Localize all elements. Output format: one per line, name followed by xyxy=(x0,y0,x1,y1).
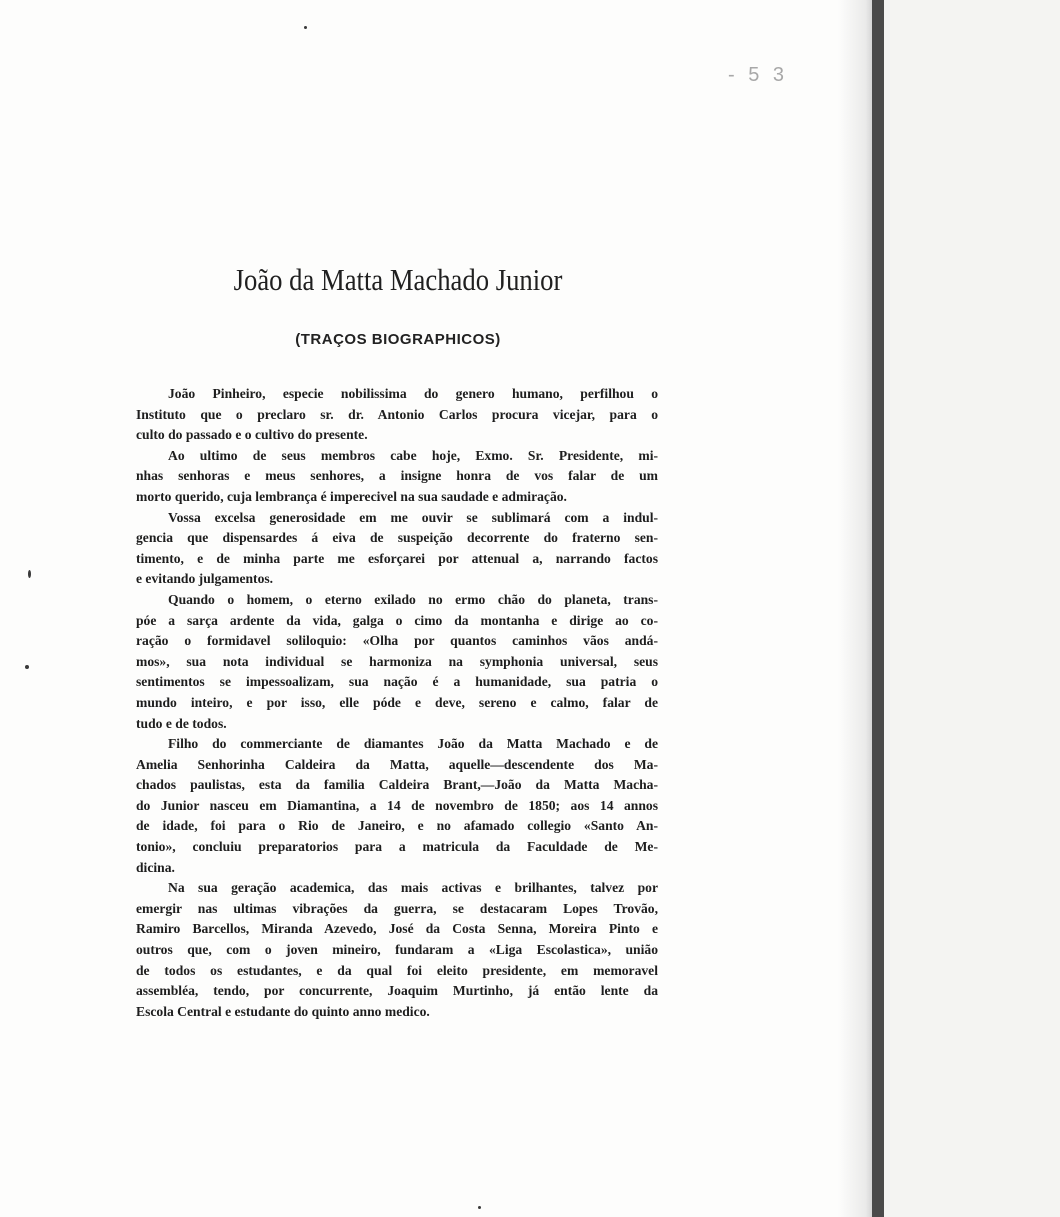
text-line: emergir nas ultimas vibrações da guerra, se destacaram Lopes Trovão, xyxy=(136,900,658,916)
text-line: e evitando julgamentos. xyxy=(136,571,274,587)
scan-speck xyxy=(25,665,29,669)
text-line: de idade, foi para o Rio de Janeiro, e no afamado collegio «Santo An- xyxy=(136,818,658,834)
body-text xyxy=(136,384,658,1022)
text-line: culto do passado e o cultivo do presente. xyxy=(136,427,368,443)
text-line: mundo inteiro, e por isso, elle póde e deve, sereno e calmo, falar de xyxy=(136,694,658,710)
adjacent-page-edge xyxy=(884,0,1060,1217)
text-line: póe a sarça ardente da vida, galga o cimo da montanha e dirige ao co- xyxy=(136,612,658,628)
text-line: de todos os estudantes, e da qual foi eleito presidente, em memoravel xyxy=(136,962,658,978)
text-line: Quando o homem, o eterno exilado no ermo chão do planeta, trans- xyxy=(168,591,658,607)
page-subtitle: (TRAÇOS BIOGRAPHICOS) xyxy=(295,331,501,348)
text-line: nhas senhoras e meus senhores, a insigne honra de vos falar de um xyxy=(136,468,658,484)
text-line: Vossa excelsa generosidade em me ouvir se sublimará com a indul- xyxy=(168,509,658,525)
scan-speck xyxy=(304,26,307,29)
text-line: chados paulistas, esta da familia Caldeira Brant,—João da Matta Macha- xyxy=(136,777,658,793)
text-line: dicina. xyxy=(136,859,175,875)
text-line: gencia que dispensardes á eiva de suspeição decorrente do fraterno sen- xyxy=(136,530,658,546)
text-line: Na sua geração academica, das mais activas e brilhantes, talvez por xyxy=(168,880,658,896)
text-line: tudo e de todos. xyxy=(136,715,227,731)
text-line: assembléa, tendo, por concurrente, Joaquim Murtinho, já então lente da xyxy=(136,983,658,999)
text-line: morto querido, cuja lembrança é imperecivel na sua saudade e admiração. xyxy=(136,488,567,504)
page-title: João da Matta Machado Junior xyxy=(233,262,563,297)
scan-speck xyxy=(28,570,31,578)
text-line: sentimentos se impessoalizam, sua nação é a humanidade, sua patria o xyxy=(136,674,658,690)
text-line: timento, e de minha parte me esforçarei por attenual a, narrando factos xyxy=(136,550,658,566)
text-line: ração o formidavel soliloquio: «Olha por quantos caminhos vãos andá- xyxy=(136,633,658,649)
text-line: Ao ultimo de seus membros cabe hoje, Exmo. Sr. Presidente, mi- xyxy=(168,447,658,463)
page-number: - 5 3 xyxy=(728,64,789,86)
text-line: Ramiro Barcellos, Miranda Azevedo, José da Costa Senna, Moreira Pinto e xyxy=(136,921,658,937)
text-line: tonio», concluiu preparatorios para a matricula da Faculdade de Me- xyxy=(136,839,658,855)
text-line: Escola Central e estudante do quinto anno medico. xyxy=(136,1003,430,1019)
text-line: Amelia Senhorinha Caldeira da Matta, aquelle—descendente dos Ma- xyxy=(136,756,658,772)
text-line: do Junior nasceu em Diamantina, a 14 de novembro de 1850; aos 14 annos xyxy=(136,797,658,813)
text-line: Filho do commerciante de diamantes João da Matta Machado e de xyxy=(168,736,658,752)
text-line: outros que, com o joven mineiro, fundaram a «Liga Escolastica», união xyxy=(136,942,658,958)
text-line: mos», sua nota individual se harmoniza na symphonia universal, seus xyxy=(136,653,658,669)
scan-speck xyxy=(478,1206,481,1209)
text-line: João Pinheiro, especie nobilissima do genero humano, perfilhou o xyxy=(168,386,658,401)
binding-edge xyxy=(872,0,884,1217)
text-line: Instituto que o preclaro sr. dr. Antonio Carlos procura vicejar, para o xyxy=(136,406,658,422)
